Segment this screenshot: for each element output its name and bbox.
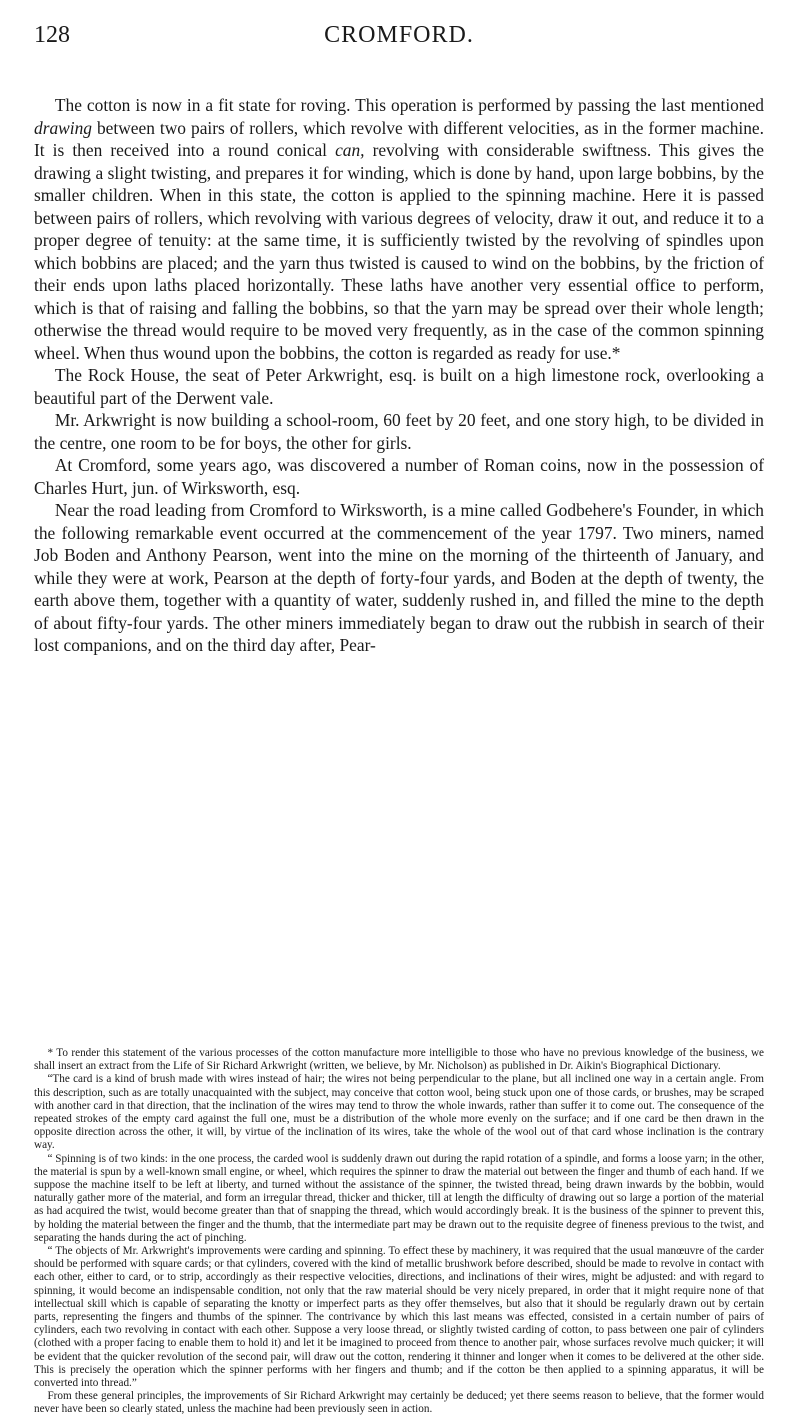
footnote-card: “The card is a kind of brush made with wires instead of hair; the wires not being perpendicular to the plane, but all inclined one way in a certain angle. From this description, such as are totally unacquainted with the subject, may conceive that cotton wool, being stuck upon one of those cards, or brushes, may be scraped with another card in that direction, that the inclination of the wires may tend to throw the whole inwards, rather than suffer it to come out. The consequence of the repeated strokes of the empty card against the full one, must be a distribution of the whole more evenly on the surface; and if one card be then drawn in the opposite direction across the other, it will, by virtue of the inclination of its wires, take the whole of the wool out of that card whose inclination is the contrary way.: [34, 1073, 764, 1152]
page-number: 128: [34, 22, 70, 48]
paragraph-roman-coins: At Cromford, some years ago, was discovered a number of Roman coins, now in the possession of Charles Hurt, jun. of Wirksworth, esq.: [34, 455, 764, 498]
paragraph-school-room: Mr. Arkwright is now building a school-room, 60 feet by 20 feet, and one story high, to be divided in the centre, one room to be for boys, the other for girls.: [34, 410, 764, 453]
italic-term: drawing: [34, 117, 92, 138]
text-segment: between two pairs of rollers, which revolve with different velocities, as in the former machine. It is then received into a round conical: [34, 117, 764, 160]
text-segment: The cotton is now in a fit state for roving. This operation is performed by passing the last mentioned: [54, 95, 764, 115]
text-segment: revolving with considerable swiftness. This gives the drawing a slight twisting, and prepares it for winding, which is done by hand, upon large bobbins, by the smaller children. When in this state, the cotton is applied to the spinning machine. Here it is passed between pairs of rollers, which revolving with various degrees of velocity, draw it out, and reduce it to a proper degree of tenuity: at the same time, it is sufficiently twisted by the revolving of spindles upon which bobbins are placed; and the yarn thus twisted is caused to wind on the bobbins, by the friction of their ends upon laths placed horizontally. These laths have another very essential office to perform, which is that of raising and falling the bobbins, so that the yarn may be spread over their whole length; otherwise the thread would require to be moved very frequently, as in the case of the common spinning wheel. When thus wound upon the bobbins, the cotton is regarded as ready for use.*: [34, 140, 764, 363]
paragraph-rock-house: The Rock House, the seat of Peter Arkwright, esq. is built on a high limestone rock, overlooking a beautiful part of the Derwent vale.: [34, 365, 764, 408]
main-text: [34, 94, 764, 657]
footnote-principles: From these general principles, the improvements of Sir Richard Arkwright may certainly be deduced; yet there seems reason to believe, that the former would never have been so clearly stated, unless the machine had been previously seen in action.: [34, 1390, 764, 1416]
footnote-intro: * To render this statement of the various processes of the cotton manufacture more intelligible to those who have no previous knowledge of the business, we shall insert an extract from the Life of Sir Richard Arkwright (written, we believe, by Mr. Nicholson) as published in Dr. Aikin's Biographical Dictionary.: [34, 1047, 764, 1073]
page-header: [34, 22, 764, 64]
footnote-improvements: “ The objects of Mr. Arkwright's improvements were carding and spinning. To effect these by machinery, it was required that the usual manœuvre of the carder should be performed with square cards; or that cylinders, covered with the kind of metallic brushwork before described, should be made to revolve in contact with each other, either to card, or to strip, accordingly as their respective velocities, directions, and inclinations of their wires, might be adjusted: and with regard to spinning, it would become an indispensable condition, not only that the raw material should be very nicely prepared, in order that it might require none of that intellectual skill which is capable of separating the knotty or imperfect parts as they offer themselves, but also that it should be regularly drawn out by certain parts, representing the fingers and thumbs of the spinner. The contrivance by which this last means was effected, consisted in a certain number of pairs of cylinders, each two revolving in contact with each other. Suppose a very loose thread, or slightly twisted carding of cotton, to pass between one pair of cylinders (clothed with a proper facing to enable them to hold it) and let it be imagined to proceed from thence to another pair, whose surfaces revolve much quicker; it will be evident that the quicker revolution of the second pair, will draw out the cotton, rendering it thinner and longer when it comes to be delivered at the other side. This is precisely the operation which the spinner performs with her fingers and thumb; and if the cotton be then applied to a spinning apparatus, it will be converted into thread.”: [34, 1245, 764, 1390]
footnote-spinning: “ Spinning is of two kinds: in the one process, the carded wool is suddenly drawn out during the rapid rotation of a spindle, and forms a loose yarn; in the other, the material is spun by a well-known small engine, or wheel, which requires the spinner to draw the material out between the finger and thumb of each hand. If we suppose the machine itself to be left at liberty, and turned without the assistance of the spinner, the twisted thread, being drawn inwards by the bobbin, would naturally gather more of the material, and form an irregular thread, thicker and thicker, till at length the difficulty of drawing out so large a portion of the material as had acquired the twist, would become greater than that of snapping the thread, which would accordingly break. It is the business of the spinner to prevent this, by holding the material between the finger and the thumb, that the intermediate part may be drawn out to the requisite degree of fineness previous to the twist, and separating the hands during the act of pinching.: [34, 1152, 764, 1244]
footnotes: [34, 1047, 764, 1417]
running-title: CROMFORD.: [324, 22, 474, 48]
italic-term: can,: [335, 140, 365, 160]
paragraph-mine: Near the road leading from Cromford to Wirksworth, is a mine called Godbehere's Founder, in which the following remarkable event occurred at the commencement of the year 1797. Two miners, named Job Boden and Anthony Pearson, went into the mine on the morning of the thirteenth of January, and while they were at work, Pearson at the depth of forty-four yards, and Boden at the depth of twenty, the earth above them, together with a quantity of water, suddenly rushed in, and filled the mine to the depth of about fifty-four yards. The other miners immediately began to draw out the rubbish in search of their lost companions, and on the third day after, Pear-: [34, 500, 764, 655]
paragraph-roving: [34, 94, 764, 364]
